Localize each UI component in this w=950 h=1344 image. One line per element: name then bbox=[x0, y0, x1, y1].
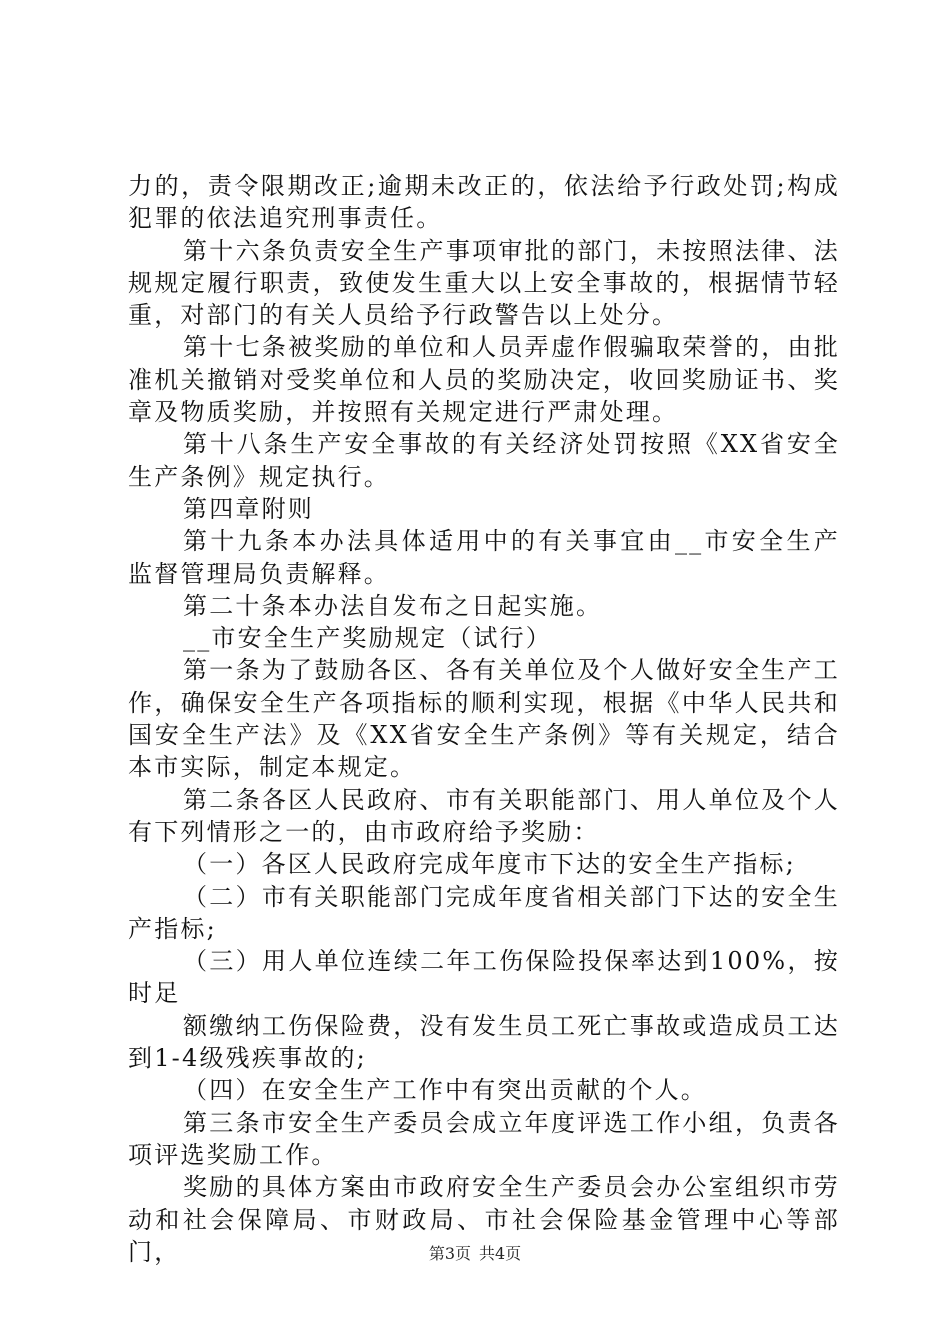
chapter-heading: 第四章附则 bbox=[183, 494, 314, 523]
item-4: （四）在安全生产工作中有突出贡献的个人。 bbox=[183, 1076, 707, 1105]
page-number: 第3页 bbox=[428, 1244, 471, 1263]
item-3: （三）用人单位连续二年工伤保险投保率达到100%，按时足 bbox=[128, 947, 840, 1008]
article-16: 第十六条负责安全生产事项审批的部门，未按照法律、法规规定履行职责，致使发生重大以上安全事故的，根据情节轻重，对部门的有关人员给予行政警告以上处分。 bbox=[128, 236, 840, 330]
item-2: （二）市有关职能部门完成年度省相关部门下达的安全生产指标; bbox=[128, 882, 840, 943]
item-3-continued: 额缴纳工伤保险费，没有发生员工死亡事故或造成员工达到1-4级残疾事故的; bbox=[128, 1011, 840, 1073]
page-total: 共4页 bbox=[479, 1244, 522, 1263]
item-1: （一）各区人民政府完成年度市下达的安全生产指标; bbox=[183, 850, 796, 879]
article-19: 第十九条本办法具体适用中的有关事宜由__市安全生产监督管理局负责解释。 bbox=[128, 527, 840, 588]
page-footer bbox=[0, 1244, 950, 1264]
article-18: 第十八条生产安全事故的有关经济处罚按照《XX省安全生产条例》规定执行。 bbox=[128, 430, 840, 491]
regulation-title: __市安全生产奖励规定（试行） bbox=[183, 624, 552, 653]
article-2: 第二条各区人民政府、市有关职能部门、用人单位及个人有下列情形之一的，由市政府给予奖励： bbox=[128, 785, 840, 846]
article-20: 第二十条本办法自发布之日起实施。 bbox=[183, 591, 603, 620]
article-3: 第三条市安全生产委员会成立年度评选工作小组，负责各项评选奖励工作。 bbox=[128, 1108, 840, 1169]
document-body bbox=[128, 170, 840, 1268]
article-17: 第十七条被奖励的单位和人员弄虚作假骗取荣誉的，由批准机关撤销对受奖单位和人员的奖励决定，收回奖励证书、奖章及物质奖励，并按照有关规定进行严肃处理。 bbox=[128, 333, 840, 427]
reward-plan-paragraph: 奖励的具体方案由市政府安全生产委员会办公室组织市劳动和社会保障局、市财政局、市社会保险基金管理中心等部门， bbox=[128, 1173, 840, 1266]
article-1: 第一条为了鼓励各区、各有关单位及个人做好安全生产工作，确保安全生产各项指标的顺利实现，根据《中华人民共和国安全生产法》及《XX省安全生产条例》等有关规定，结合本市实际，制定本规定。 bbox=[128, 656, 840, 782]
paragraph-continuation: 力的，责令限期改正;逾期未改正的，依法给予行政处罚;构成犯罪的依法追究刑事责任。 bbox=[128, 172, 840, 233]
